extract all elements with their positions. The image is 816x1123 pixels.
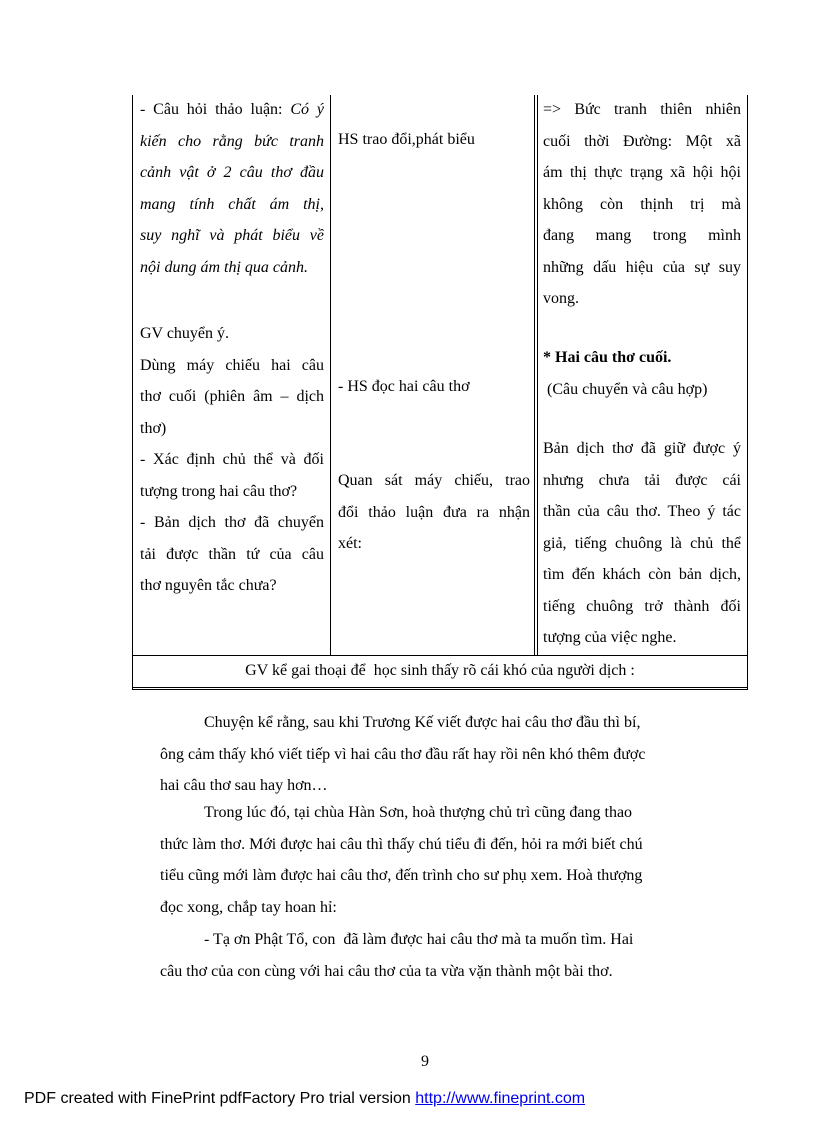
- table-col-divider-1: [330, 95, 331, 656]
- discussion-question-line: cảnh vật ở 2 câu thơ đầu: [140, 164, 324, 181]
- page-number: 9: [421, 1053, 429, 1070]
- table-col2-item-1: [338, 124, 530, 156]
- paragraph-2: [160, 797, 693, 923]
- content-line: ám thị thực trạng xã hội hội: [543, 164, 741, 181]
- content-line: => Bức tranh thiên nhiên: [543, 101, 741, 118]
- table-border-bottom-2: [132, 689, 748, 690]
- discussion-question-line-1: [140, 94, 324, 126]
- table-col3-bottom: [543, 433, 741, 654]
- table-col1-bottom: [140, 318, 324, 602]
- discussion-question-label: - Câu hỏi thảo luận:: [140, 101, 291, 118]
- discussion-question-line: mang tính chất ám thị,: [140, 195, 324, 213]
- student-activity: HS trao đổi,phát biểu: [338, 131, 475, 148]
- paragraph-line: đọc xong, chắp tay hoan hỉ:: [160, 898, 337, 916]
- paragraph-1: [160, 707, 693, 802]
- table-col3-top: [543, 94, 741, 315]
- table-border-right: [747, 95, 748, 689]
- discussion-question-line: nội dung ám thị qua cảnh.: [140, 258, 308, 276]
- student-activity: - HS đọc hai câu thơ: [338, 378, 470, 395]
- teacher-instruction-line: - Xác định chủ thể và đối: [140, 451, 324, 468]
- table-col2-item-2: [338, 371, 530, 403]
- teacher-transition: GV chuyển ý.: [140, 325, 230, 342]
- fineprint-link[interactable]: http://www.fineprint.com: [415, 1090, 586, 1107]
- content-line: giả, tiếng chuông là chủ thể: [543, 534, 741, 552]
- student-activity-line: đổi thảo luận đưa ra nhận: [338, 503, 530, 521]
- table-col1-top: [140, 94, 324, 283]
- content-line: Bản dịch thơ đã giữ được ý: [543, 440, 741, 457]
- pdf-watermark: [24, 1090, 585, 1108]
- content-line: đang mang trong mình: [543, 227, 741, 244]
- table-footer-row: [133, 657, 747, 685]
- teacher-instruction-line: - Bản dịch thơ đã chuyển: [140, 514, 324, 531]
- paragraph-3: [160, 924, 693, 987]
- table-col-divider-2b: [537, 95, 538, 656]
- content-line: vong.: [543, 290, 579, 307]
- table-border-left: [132, 95, 133, 689]
- table-col2-item-3: [338, 465, 530, 560]
- teacher-instruction-line: Dùng máy chiếu hai câu: [140, 356, 324, 374]
- table-border-bottom: [132, 687, 748, 688]
- table-col-divider-2: [534, 95, 535, 656]
- paragraph-line: Trong lúc đó, tại chùa Hàn Sơn, hoà thượng chủ trì cũng đang thao: [204, 804, 633, 821]
- content-line: cuối thời Đường: Một xã: [543, 132, 741, 150]
- student-activity-line: Quan sát máy chiếu, trao: [338, 472, 530, 489]
- paragraph-line: câu thơ của con cùng với hai câu thơ của ta vừa vặn thành một bài thơ.: [160, 962, 613, 980]
- paragraph-line: ông cảm thấy khó viết tiếp vì hai câu thơ đầu rất hay rồi nên khó thêm được: [160, 745, 646, 763]
- pdf-watermark-text: PDF created with FinePrint pdfFactory Pro trial version: [24, 1090, 416, 1107]
- teacher-instruction-line: thơ): [140, 419, 167, 437]
- content-line: tượng của việc nghe.: [543, 629, 677, 646]
- paragraph-line: - Tạ ơn Phật Tổ, con đã làm được hai câu thơ mà ta muốn tìm. Hai: [204, 931, 634, 948]
- paragraph-line: Chuyện kể rằng, sau khi Trương Kế viết được hai câu thơ đầu thì bí,: [204, 714, 641, 731]
- content-line: những dấu hiệu của sự suy: [543, 258, 741, 276]
- paragraph-line: hai câu thơ sau hay hơn…: [160, 777, 328, 794]
- teacher-instruction-line: tải được thần tứ của câu: [140, 545, 324, 563]
- content-line: không còn thịnh trị mà: [543, 195, 741, 213]
- teacher-instruction-line: tượng trong hai câu thơ?: [140, 482, 298, 500]
- paragraph-line: tiểu cũng mới làm được hai câu thơ, đến trình cho sư phụ xem. Hoà thượng: [160, 867, 643, 884]
- discussion-question-text: Có ý: [290, 101, 324, 118]
- discussion-question-line: suy nghĩ và phát biểu về: [140, 227, 324, 244]
- student-activity-line: xét:: [338, 535, 362, 552]
- content-line: tiếng chuông trở thành đối: [543, 597, 741, 615]
- table-row-divider: [132, 655, 748, 656]
- teacher-instruction-line: thơ nguyên tắc chưa?: [140, 577, 277, 594]
- footer-row-text: GV kể gai thoại để học sinh thấy rõ cái khó của người dịch :: [245, 662, 635, 679]
- teacher-instruction-line: thơ cuối (phiên âm – dịch: [140, 388, 324, 405]
- discussion-question-line: kiến cho rằng bức tranh: [140, 132, 324, 150]
- content-line: nhưng chưa tải được cái: [543, 471, 741, 489]
- content-line: thần của câu thơ. Theo ý tác: [543, 503, 741, 520]
- table-col3-heading: [543, 342, 741, 405]
- paragraph-line: thức làm thơ. Mới được hai câu thì thấy chú tiểu đi đến, hỏi ra mới biết chú: [160, 835, 643, 853]
- section-heading: * Hai câu thơ cuối.: [543, 349, 672, 366]
- content-line: tìm đến khách còn bản dịch,: [543, 566, 741, 583]
- section-subheading: (Câu chuyển và câu hợp): [547, 380, 708, 398]
